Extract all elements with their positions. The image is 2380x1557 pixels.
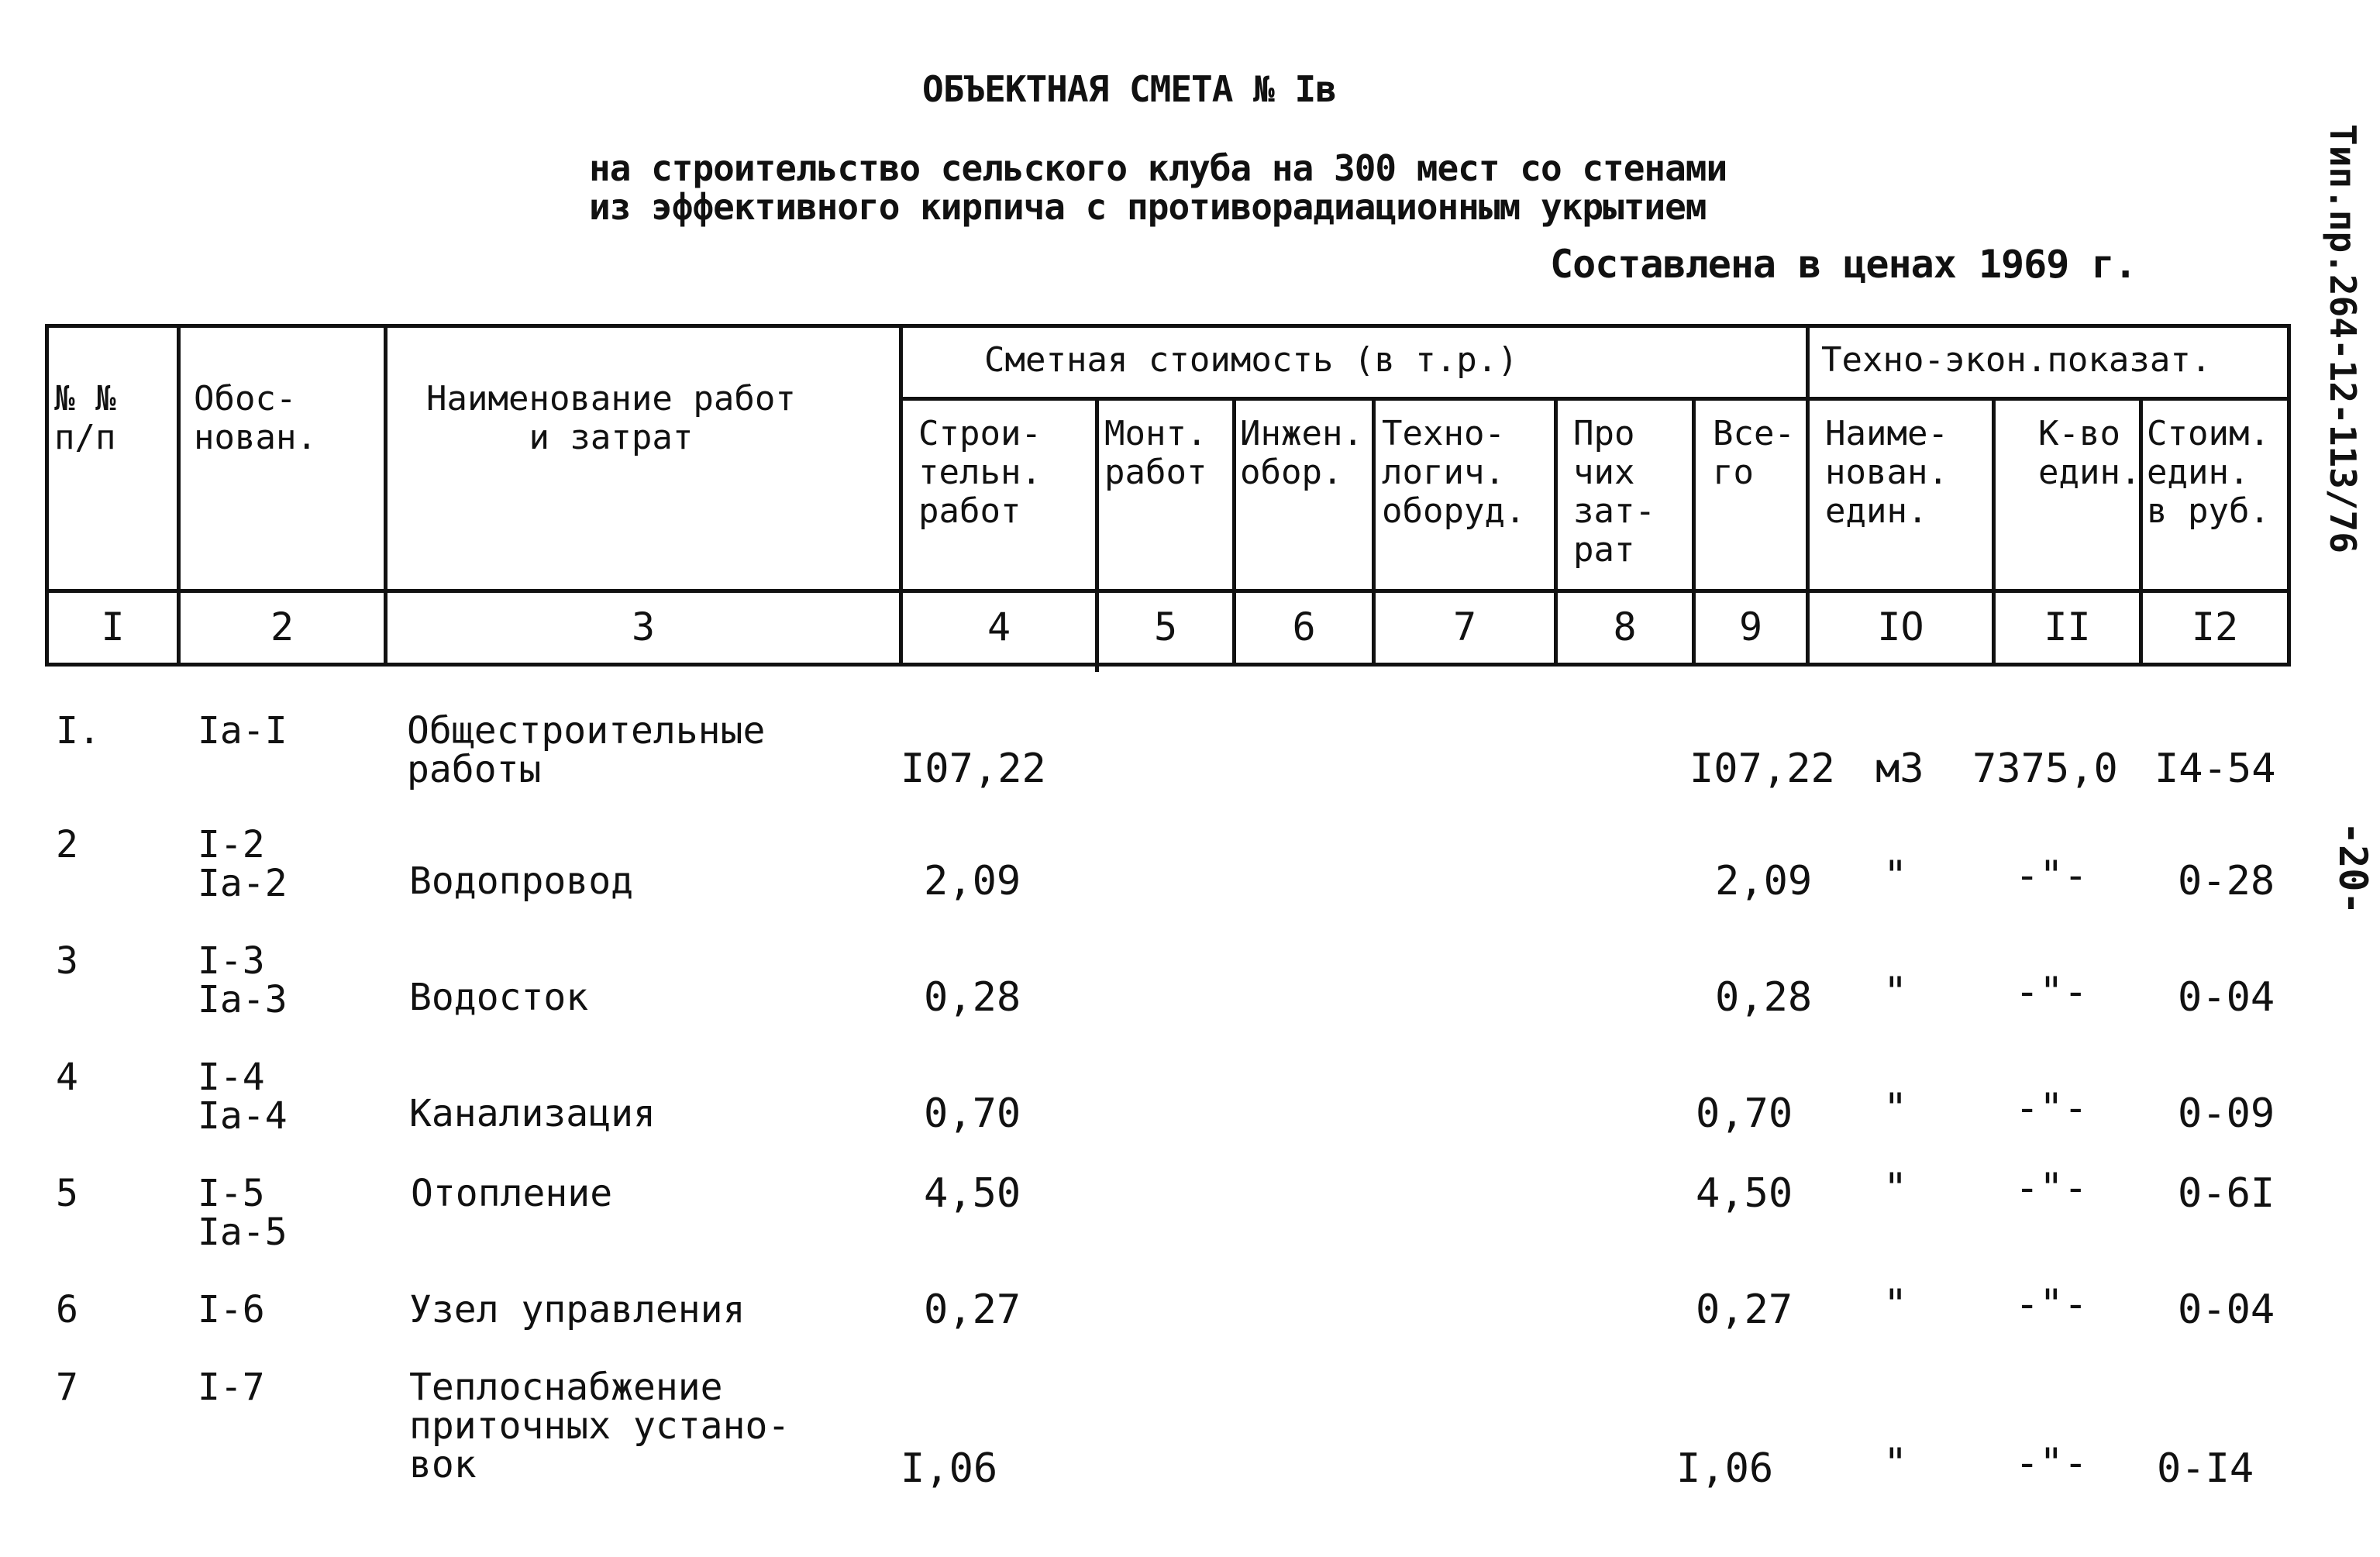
column-number-2: 2 [270, 605, 294, 649]
row-unit-cost: 0-04 [2178, 1287, 2275, 1333]
column-number-8: 8 [1613, 605, 1637, 649]
row-work-name: Отопление [411, 1172, 613, 1215]
row-basis: I-5 Ia-5 [198, 1172, 288, 1254]
row-construction-cost: 0,27 [924, 1287, 1021, 1333]
row-number: 3 [56, 939, 78, 983]
row-construction-cost: I07,22 [901, 746, 1046, 792]
row-construction-cost: 2,09 [924, 858, 1021, 904]
row-unit-name: " [1883, 853, 1908, 899]
document-subtitle-line1: на строительство сельского клуба на 300 мест со стенами [589, 147, 1727, 189]
price-basis-note: Составлена в ценах 1969 г. [1550, 242, 2137, 287]
project-code: Тип.пр.264-12-113/76 [2322, 124, 2364, 553]
row-total-cost: 2,09 [1715, 858, 1813, 904]
row-unit-cost: 0-I4 [2157, 1445, 2254, 1492]
row-work-name: Теплоснабжение приточных устано- вок [409, 1366, 790, 1486]
row-total-cost: 0,70 [1696, 1090, 1793, 1137]
row-construction-cost: I,06 [901, 1445, 998, 1492]
row-basis: I-2 Ia-2 [198, 823, 288, 905]
header-unit-quantity: К-во един. [2038, 414, 2141, 492]
row-unit-quantity: -"- [2015, 1085, 2088, 1132]
row-construction-cost: 0,28 [924, 974, 1021, 1021]
row-total-cost: 0,28 [1715, 974, 1813, 1021]
row-work-name: Канализация [409, 1092, 656, 1135]
page-number: -20- [2330, 822, 2375, 915]
row-number: I. [56, 709, 101, 753]
header-unit-cost: Стоим. един. в руб. [2147, 414, 2270, 531]
column-number-6: 6 [1292, 605, 1316, 649]
row-work-name: Узел управления [409, 1288, 746, 1331]
header-total: Все- го [1713, 414, 1795, 492]
row-unit-cost: 0-04 [2178, 974, 2275, 1021]
column-number-12: I2 [2191, 605, 2239, 649]
row-unit-cost: 0-6I [2178, 1170, 2275, 1217]
header-construction-works: Строи- тельн. работ [918, 414, 1042, 531]
row-work-name: Водопровод [409, 859, 633, 903]
row-number: 6 [56, 1288, 78, 1331]
row-unit-name: " [1883, 1085, 1908, 1132]
row-unit-name: " [1883, 1440, 1908, 1486]
header-basis: Обос- нован. [194, 379, 317, 457]
row-number: 5 [56, 1172, 78, 1215]
row-unit-name: " [1883, 969, 1908, 1015]
header-other-costs: Про чих зат- рат [1573, 414, 1655, 570]
row-unit-cost: I4-54 [2154, 746, 2276, 792]
row-work-name: Водосток [409, 976, 589, 1019]
header-technological-equipment: Техно- логич. оборуд. [1382, 414, 1526, 531]
row-unit-quantity: -"- [2015, 1165, 2088, 1211]
header-unit-name: Наиме- нован. един. [1825, 414, 1948, 531]
row-work-name: Общестроительные работы [407, 709, 766, 791]
row-basis: I-7 [198, 1366, 265, 1409]
row-total-cost: 4,50 [1696, 1170, 1793, 1217]
row-unit-quantity: -"- [2015, 969, 2088, 1015]
row-unit-quantity: -"- [2015, 1281, 2088, 1328]
row-total-cost: 0,27 [1696, 1287, 1793, 1333]
header-installation-works: Монт. работ [1104, 414, 1207, 492]
row-basis: I-3 Ia-3 [198, 939, 288, 1021]
column-number-4: 4 [987, 605, 1011, 649]
column-number-9: 9 [1738, 605, 1763, 649]
row-total-cost: I07,22 [1689, 746, 1835, 792]
row-unit-name: " [1883, 1165, 1908, 1211]
document-subtitle-line2: из эффективного кирпича с противорадиационным укрытием [589, 186, 1707, 228]
header-estimated-cost-group: Сметная стоимость (в т.р.) [984, 340, 1518, 380]
column-number-10: IO [1877, 605, 1924, 649]
row-construction-cost: 4,50 [924, 1170, 1021, 1217]
row-total-cost: I,06 [1676, 1445, 1774, 1492]
column-number-11: II [2044, 605, 2091, 649]
column-number-1: I [101, 605, 125, 649]
row-unit-quantity: -"- [2015, 853, 2088, 899]
header-work-name: Наименование работ и затрат [426, 379, 796, 457]
row-unit-quantity: -"- [2015, 1440, 2088, 1486]
header-row-number: № № п/п [54, 379, 116, 457]
column-number-7: 7 [1452, 605, 1477, 649]
row-basis: I-4 Ia-4 [198, 1056, 288, 1138]
row-unit-cost: 0-09 [2178, 1090, 2275, 1137]
row-unit-quantity: 7375,0 [1972, 746, 2118, 792]
row-basis: I-6 [198, 1288, 265, 1331]
header-tech-econ-group: Техно-экон.показат. [1821, 340, 2212, 380]
header-engineering-equipment: Инжен. обор. [1240, 414, 1363, 492]
row-number: 4 [56, 1056, 78, 1099]
column-number-3: 3 [631, 605, 656, 649]
row-construction-cost: 0,70 [924, 1090, 1021, 1137]
document-title: ОБЪЕКТНАЯ СМЕТА № Iв [922, 68, 1336, 110]
row-unit-cost: 0-28 [2178, 858, 2275, 904]
column-number-5: 5 [1153, 605, 1178, 649]
row-unit-name: " [1883, 1281, 1908, 1328]
row-number: 2 [56, 823, 78, 866]
row-unit-name: м3 [1875, 746, 1924, 792]
row-basis: Ia-I [198, 709, 288, 753]
row-number: 7 [56, 1366, 78, 1409]
